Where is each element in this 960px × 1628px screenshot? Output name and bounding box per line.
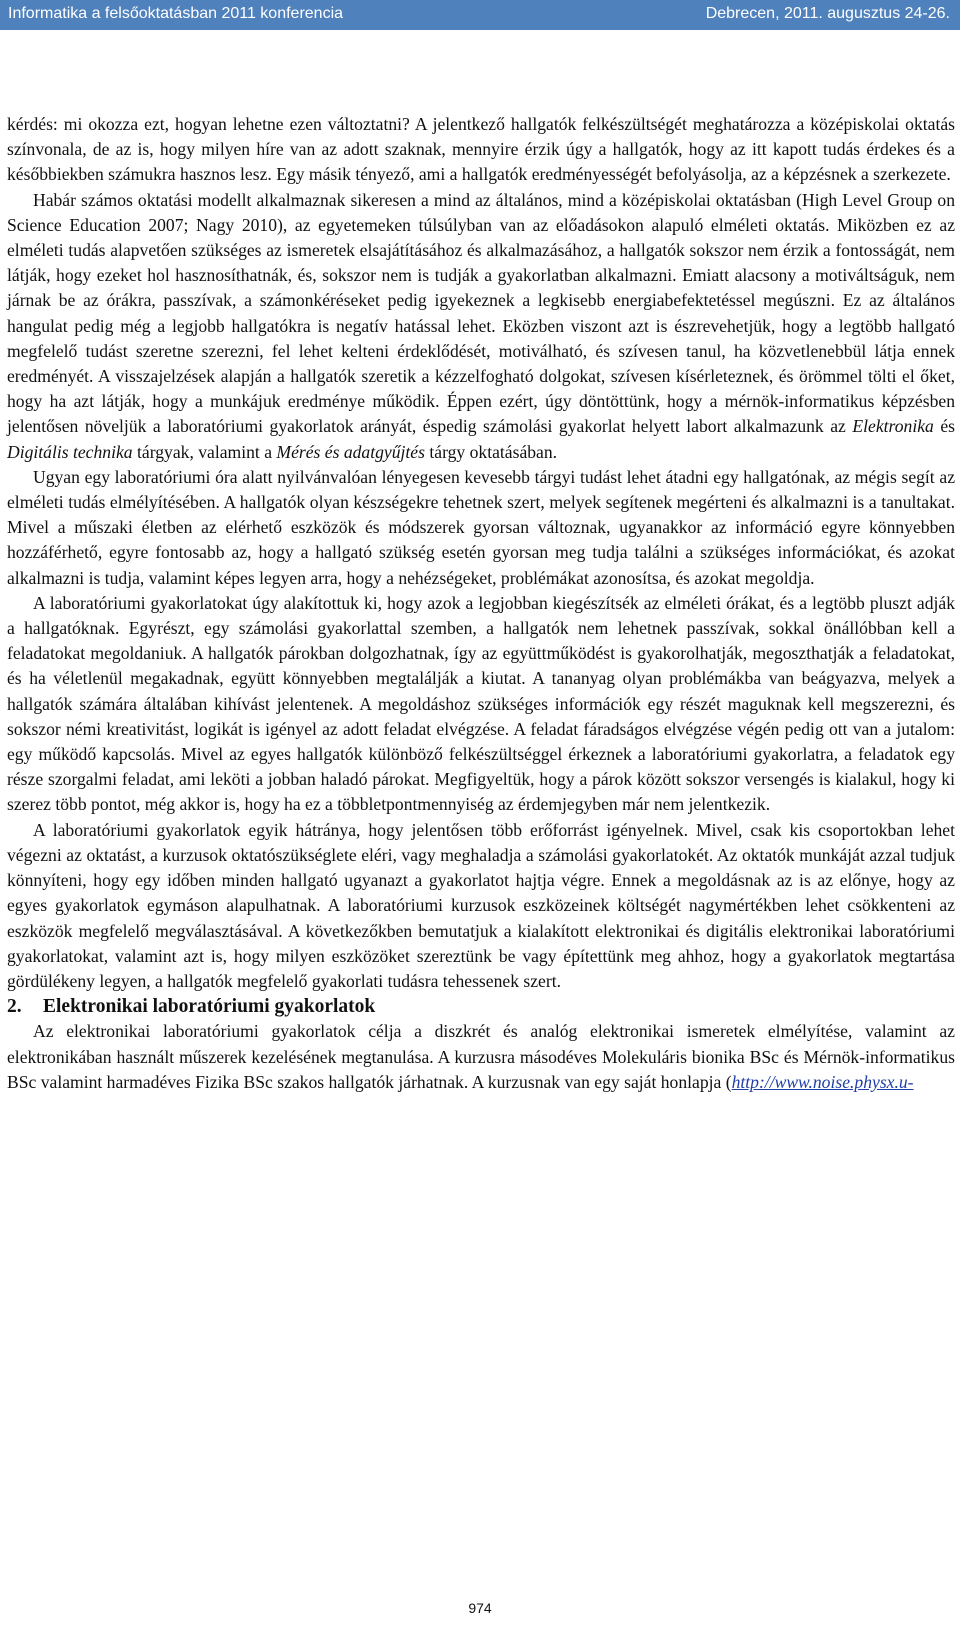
- paragraph-4: A laboratóriumi gyakorlatokat úgy alakítottuk ki, hogy azok a legjobban kiegészítsék az elméleti órákat, és a legtöbb pluszt adják a hallgatóknak. Egyrészt, egy számolási gyakorlattal szemben, a hallgatók nem lehetnek passzívak, sokkal önállóbban kell a feladatokat megoldaniuk. A hallgatók párokban dolgozhatnak, így az együttműködést is gyakorolhatják, megoszthatják a feladatokat, és ha véletlenül megakadnak, együtt könnyebben megtalálják a kiutat. A tananyag olyan problémákba van beágyazva, melyek a hallgatók számára általában kihívást jelentenek. A megoldáshoz szükséges információk egy részét maguknak kell megszerezni, és sokszor némi kreativitást, logikát is igényel az adott feladat elvégzése. A feladat fáradságos elvégzése végén pedig ott van a jutalom: egy működő kapcsolás. Mivel az egyes hallgatók különböző felkészültséggel érkeznek a laboratóriumi gyakorlatra, a feladatok egy része szorgalmi feladat, ami leköti a jobban haladó párokat. Megfigyeltük, hogy a párok között sokszor versengés is kialakul, hogy ki szerez több pontot, még akkor is, hogy ha ez a többletpontmennyiség az érdemjegyben már nem jelentkezik.: [7, 592, 955, 815]
- page-number: 974: [468, 1600, 492, 1616]
- course-electronics: Elektronika: [852, 416, 934, 437]
- running-header: [0, 0, 960, 30]
- paragraph-6-text: Az elektronikai laboratóriumi gyakorlatok célja a diszkrét és analóg elektronikai ismeretek elmélyítése, valamint az elektronikában használt műszerek kezelésének megtanulása. A kurzusra másodéves Molekuláris bionika BSc és Mérnök-informatikus BSc valamint harmadéves Fizika BSc szakos hallgatók járhatnak. A kurzusnak van egy saját honlapja (: [7, 1021, 955, 1092]
- paragraph-6: [7, 1019, 955, 1095]
- section-title: Elektronikai laboratóriumi gyakorlatok: [43, 996, 376, 1018]
- paragraph-2-end: tárgy oktatásában.: [429, 441, 558, 462]
- section-heading: [7, 994, 955, 1019]
- paragraph-3: Ugyan egy laboratóriumi óra alatt nyilvánvalóan lényegesen kevesebb tárgyi tudást lehet átadni egy hallgatónak, az mégis segít az elméleti tudás elmélyítésében. A hallgatók olyan készségekre tehetnek szert, melyek segítenek megérteni és alkalmazni is a tanultakat. Mivel a műszaki életben az elérhető eszközök és módszerek gyorsan változnak, ugyanakkor az információ egyre könnyebben hozzáférhető, egyre fontosabb az, hogy a hallgató szükség esetén gyorsan meg tudja találni a szükséges információkat, és azokat alkalmazni is tudja, valamint képes legyen arra, hogy a nehézségeket, problémákat azonosítsa, és azokat megoldja.: [7, 466, 955, 588]
- paragraph-2-and: és: [940, 416, 956, 437]
- paragraph-5: A laboratóriumi gyakorlatok egyik hátránya, hogy jelentősen több erőforrást igényelnek. Mivel, csak kis csoportokban lehet végezni az oktatást, a kurzusok oktatószükséglete eléri, vagy meghaladja a számolási gyakorlatokét. Az oktatók munkáját azzal tudjuk könnyíteni, hogy egy időben minden hallgató ugyanazt a gyakorlatot hajtja végre. Ennek a megoldásnak az is az előnye, hogy az egyes gyakorlatok egymáson alapulhatnak. A laboratóriumi kurzusok eszközeinek költségét nagymértékben lehet csökkenteni az eszközök megfelelő megválasztásával. A következőkben bemutatjuk a kialakított elektronikai és digitális elektronikai laboratóriumi gyakorlatokat, valamint azt is, hogy milyen eszközöket szereztünk be vagy építettünk meg ahhoz, hogy a gyakorlatok megtartása gördülékeny legyen, a hallgatók megfelelő gyakorlati tudásra tehessenek szert.: [7, 819, 955, 991]
- paragraph-2-text: Habár számos oktatási modellt alkalmaznak sikeresen a mind az általános, mind a középiskolai oktatásban (High Level Group on Science Education 2007; Nagy 2010), az egyetemeken túlsúlyban van az előadásokon alapuló elméleti oktatás. Miközben ez az elméleti tudás alapvetően szükséges az ismeretek elsajátításához és alkalmazásához, a hallgatók sokszor nem érzik a fontosságát, nem látják, hogy ezeket hol hasznosíthatnák, és, sokszor nem is tudják a gyakorlatban alkalmazni. Emiatt alacsony a motiváltságuk, nem járnak be az órákra, passzívak, a számonkéréseket pedig igyekeznek a legkisebb energiabefektetéssel megúszni. Ez az általános hangulat pedig még a legjobb hallgatókra is negatív hatással lehet. Eközben viszont azt is észrevehetjük, hogy a legtöbb hallgató megfelelő tudást szeretne szerezni, fel lehet kelteni érdeklődését, motiválható, és szívesen tanul, ha közvetlenebbül látja ennek eredményét. A visszajelzések alapján a hallgatók szeretik a kézzelfogható dolgokat, szívesen kísérleteznek, és örömmel tölti el őket, hogy ha azt látják, hogy a munkájuk eredménye működik. Éppen ezért, úgy döntöttünk, hogy a mérnök-informatikus képzésben jelentősen növeljük a laboratóriumi gyakorlatok arányát, éspedig számolási gyakorlat helyett labort alkalmazunk az: [7, 189, 955, 437]
- paragraph-1: kérdés: mi okozza ezt, hogyan lehetne ezen változtatni? A jelentkező hallgatók felkészültségét meghatározza a középiskolai oktatás színvonala, de az is, hogy milyen híre van az adott szaknak, mennyire érzik úgy a hallgatók, hogy az itt kapott tudás érdekes és a későbbiekben számukra hasznos lesz. Egy másik tényező, ami a hallgatók eredményességét befolyásolja, az a képzésnek a szerkezete.: [7, 114, 955, 185]
- course-homepage-link[interactable]: http://www.noise.physx.u-: [731, 1071, 914, 1092]
- course-measurement: Mérés és adatgyűjtés: [276, 441, 425, 462]
- paragraph-2: [7, 188, 955, 465]
- article-body: [7, 112, 955, 1095]
- course-digital-technology: Digitális technika: [7, 441, 133, 462]
- conference-date-location: Debrecen, 2011. augusztus 24-26.: [705, 5, 950, 22]
- paragraph-2-mid: tárgyak, valamint a: [137, 441, 273, 462]
- conference-title: Informatika a felsőoktatásban 2011 konferencia: [8, 5, 344, 22]
- section-number: 2.: [7, 996, 22, 1018]
